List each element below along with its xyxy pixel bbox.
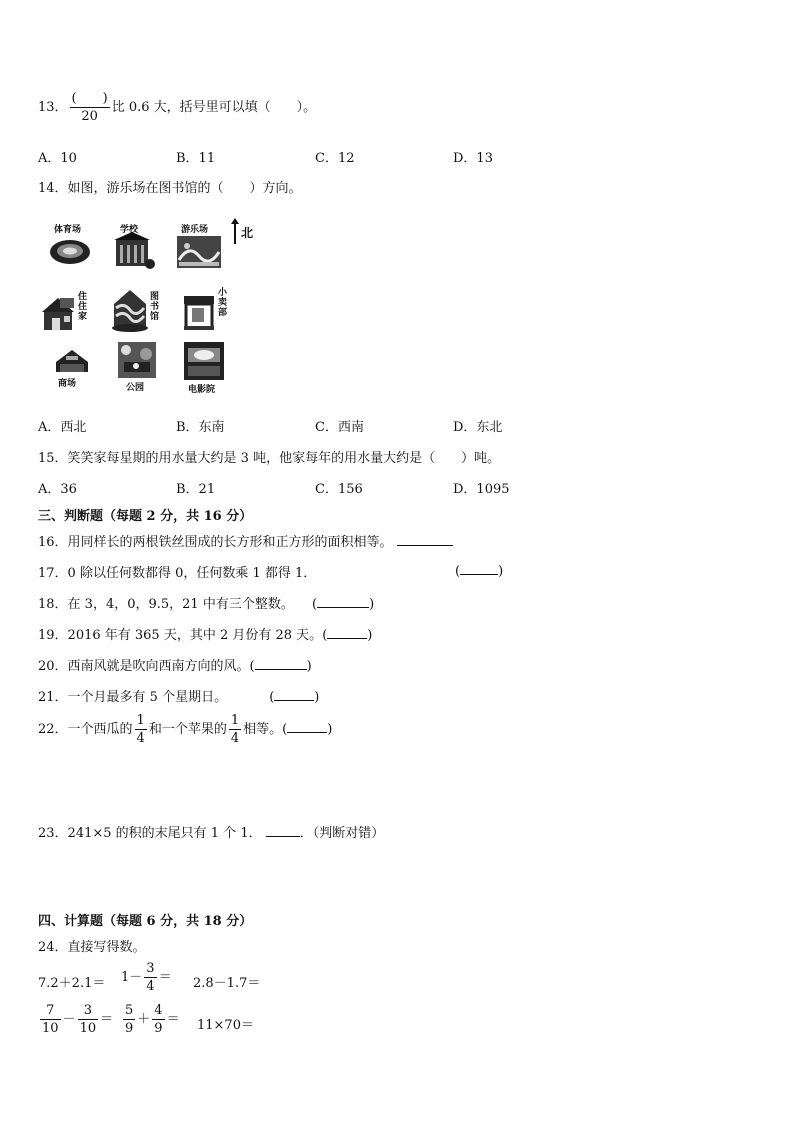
q24-expr-6: 11×70＝	[197, 1018, 254, 1033]
map-label-park: 公园	[126, 383, 145, 393]
q24-expr-3: 2.8－1.7＝	[193, 976, 261, 991]
q14-map	[38, 218, 268, 396]
q22-frac2-den: 4	[230, 731, 240, 746]
map-label-gym: 体育场	[54, 225, 82, 235]
q17-answer-blank[interactable]	[460, 562, 498, 575]
q22-fraction-2	[229, 714, 241, 745]
map-label-home: 住住家	[78, 292, 88, 322]
q24-expr-2	[121, 962, 172, 993]
q20-paren-close: )	[306, 659, 312, 674]
map-cell-mall	[52, 342, 102, 392]
q21-answer-blank[interactable]	[274, 688, 314, 701]
q24-e4-post: ＝	[100, 1012, 114, 1027]
map-label-shop: 小卖部	[218, 288, 228, 318]
q14-option-c[interactable]: C．西南	[315, 420, 364, 435]
q18-paren-close: )	[369, 597, 375, 612]
map-cell-school	[110, 222, 160, 272]
map-cell-gym	[46, 222, 96, 272]
q24-e5-num2: 4	[154, 1003, 163, 1018]
q14-option-d[interactable]: D．东北	[453, 420, 503, 435]
q23-tail: ．（判断对错）	[299, 826, 385, 841]
q24-e5-fraction-1	[123, 1004, 135, 1035]
q24-e4-den2: 10	[79, 1021, 97, 1036]
q24-e5-fraction-2	[152, 1004, 164, 1035]
section-3-title: 三、判断题（每题 2 分，共 16 分）	[38, 509, 253, 524]
q24-expr-4	[38, 1004, 113, 1035]
q21-text: 21．一个月最多有 5 个星期日。	[38, 690, 228, 705]
q24-expr-5	[121, 1004, 180, 1035]
map-label-school: 学校	[120, 225, 139, 235]
q21-paren-close: )	[314, 690, 320, 705]
q15-option-c[interactable]: C．156	[315, 482, 363, 497]
north-arrow-icon	[231, 218, 239, 244]
q13-frac-denominator: 20	[81, 109, 98, 124]
map-cell-library	[108, 284, 158, 334]
map-label-cinema: 电影院	[188, 385, 216, 395]
q15-text: 15．笑笑家每星期的用水量大约是 3 吨，他家每年的用水量大约是（ ）吨。	[38, 451, 501, 466]
q19-paren-close: )	[367, 628, 373, 643]
section-4-title: 四、计算题（每题 6 分，共 18 分）	[38, 914, 253, 929]
q20	[38, 655, 312, 674]
q24-text: 24．直接写得数。	[38, 940, 146, 955]
q22-paren-close: )	[327, 722, 333, 737]
q13	[38, 92, 316, 123]
q20-paren-open: (	[249, 659, 255, 674]
q17-text: 17．0 除以任何数都得 0，任何数乘 1 都得 1．	[38, 566, 317, 581]
q24-e5-op: ＋	[137, 1012, 151, 1027]
map-label-amusement: 游乐场	[181, 225, 209, 235]
q20-answer-blank[interactable]	[255, 657, 307, 670]
q24-e4-den1: 10	[42, 1021, 59, 1036]
q22-part3: 相等。	[243, 722, 283, 737]
q22-frac2-num: 1	[230, 713, 240, 728]
q24-e4-fraction-1	[40, 1004, 61, 1035]
q24-e4-num1: 7	[40, 1004, 61, 1020]
q17-answer[interactable]	[455, 562, 503, 579]
q21	[38, 686, 319, 705]
q13-option-b[interactable]: B．11	[176, 151, 216, 166]
q22-paren-open: (	[282, 722, 288, 737]
q14-text: 14．如图，游乐场在图书馆的（ ）方向。	[38, 181, 302, 196]
q19	[38, 624, 372, 643]
q19-answer-blank[interactable]	[327, 626, 367, 639]
q18-paren-open: (	[311, 597, 318, 612]
q24-expr-1: 7.2＋2.1＝	[38, 976, 106, 991]
q23	[38, 822, 384, 841]
q24-e2-num: 3	[146, 961, 155, 976]
q24-e2-den: 4	[146, 979, 155, 994]
q24-e5-den1: 9	[125, 1021, 134, 1036]
q24-e4-num2: 3	[78, 1004, 99, 1020]
q16	[38, 531, 453, 550]
q14-option-a[interactable]: A．西北	[38, 420, 87, 435]
q13-text: 比 0.6 大，括号里可以填（ ）。	[111, 100, 317, 115]
q13-fraction	[70, 92, 110, 123]
map-cell-home	[40, 286, 90, 336]
q22	[38, 714, 332, 745]
q19-text: 19．2016 年有 365 天，其中 2 月份有 28 天。	[38, 628, 323, 643]
map-label-library: 图书馆	[150, 292, 160, 322]
q22-part1: 22．一个西瓜的	[38, 722, 133, 737]
q24-e5-post: ＝	[166, 1012, 180, 1027]
north-label: 北	[241, 226, 254, 240]
map-cell-shop	[180, 286, 230, 336]
map-cell-amusement	[175, 222, 225, 272]
q17-paren-open: (	[455, 564, 461, 579]
q15-option-b[interactable]: B．21	[176, 482, 216, 497]
q22-frac1-num: 1	[136, 713, 145, 728]
q24-e4-op: －	[62, 1012, 76, 1027]
q24-e2-fraction	[144, 962, 156, 993]
q15-option-d[interactable]: D．1095	[453, 482, 510, 497]
map-cell-park	[116, 340, 166, 393]
q13-frac-numerator: ( )	[71, 91, 108, 106]
q23-answer-blank[interactable]	[266, 824, 300, 837]
q19-paren-open: (	[322, 628, 328, 643]
q13-number: 13．	[38, 100, 68, 115]
q17-paren-close: )	[498, 564, 504, 579]
q18-answer-blank[interactable]	[317, 595, 369, 608]
q22-answer-blank[interactable]	[287, 720, 327, 733]
q15-option-a[interactable]: A．36	[38, 482, 77, 497]
q22-part2: 和一个苹果的	[148, 722, 227, 737]
q14-option-b[interactable]: B．东南	[176, 420, 225, 435]
q13-option-d[interactable]: D．13	[453, 151, 493, 166]
q20-text: 20．西南风就是吹向西南方向的风。	[38, 659, 250, 674]
q23-text: 23．241×5 的积的末尾只有 1 个 1．	[38, 826, 262, 841]
q21-paren-open: (	[269, 690, 275, 705]
map-cell-cinema	[182, 340, 232, 395]
q13-option-c[interactable]: C．12	[315, 151, 355, 166]
q22-frac1-den: 4	[136, 731, 145, 746]
q13-option-a[interactable]: A．10	[38, 151, 77, 166]
q24-e5-num1: 5	[125, 1003, 134, 1018]
q18-text: 18．在 3，4，0，9.5，21 中有三个整数。	[38, 597, 294, 612]
q24-e2-post: ＝	[158, 970, 172, 985]
q22-fraction-1	[135, 714, 147, 745]
q24-e2-pre: 1－	[121, 970, 143, 985]
q18	[38, 593, 374, 612]
q16-text: 16．用同样长的两根铁丝围成的长方形和正方形的面积相等。	[38, 535, 393, 550]
q24-e5-den2: 9	[154, 1021, 163, 1036]
q16-answer-blank[interactable]	[397, 533, 453, 546]
q24-e4-fraction-2	[78, 1004, 99, 1035]
map-label-mall: 商场	[58, 379, 77, 389]
